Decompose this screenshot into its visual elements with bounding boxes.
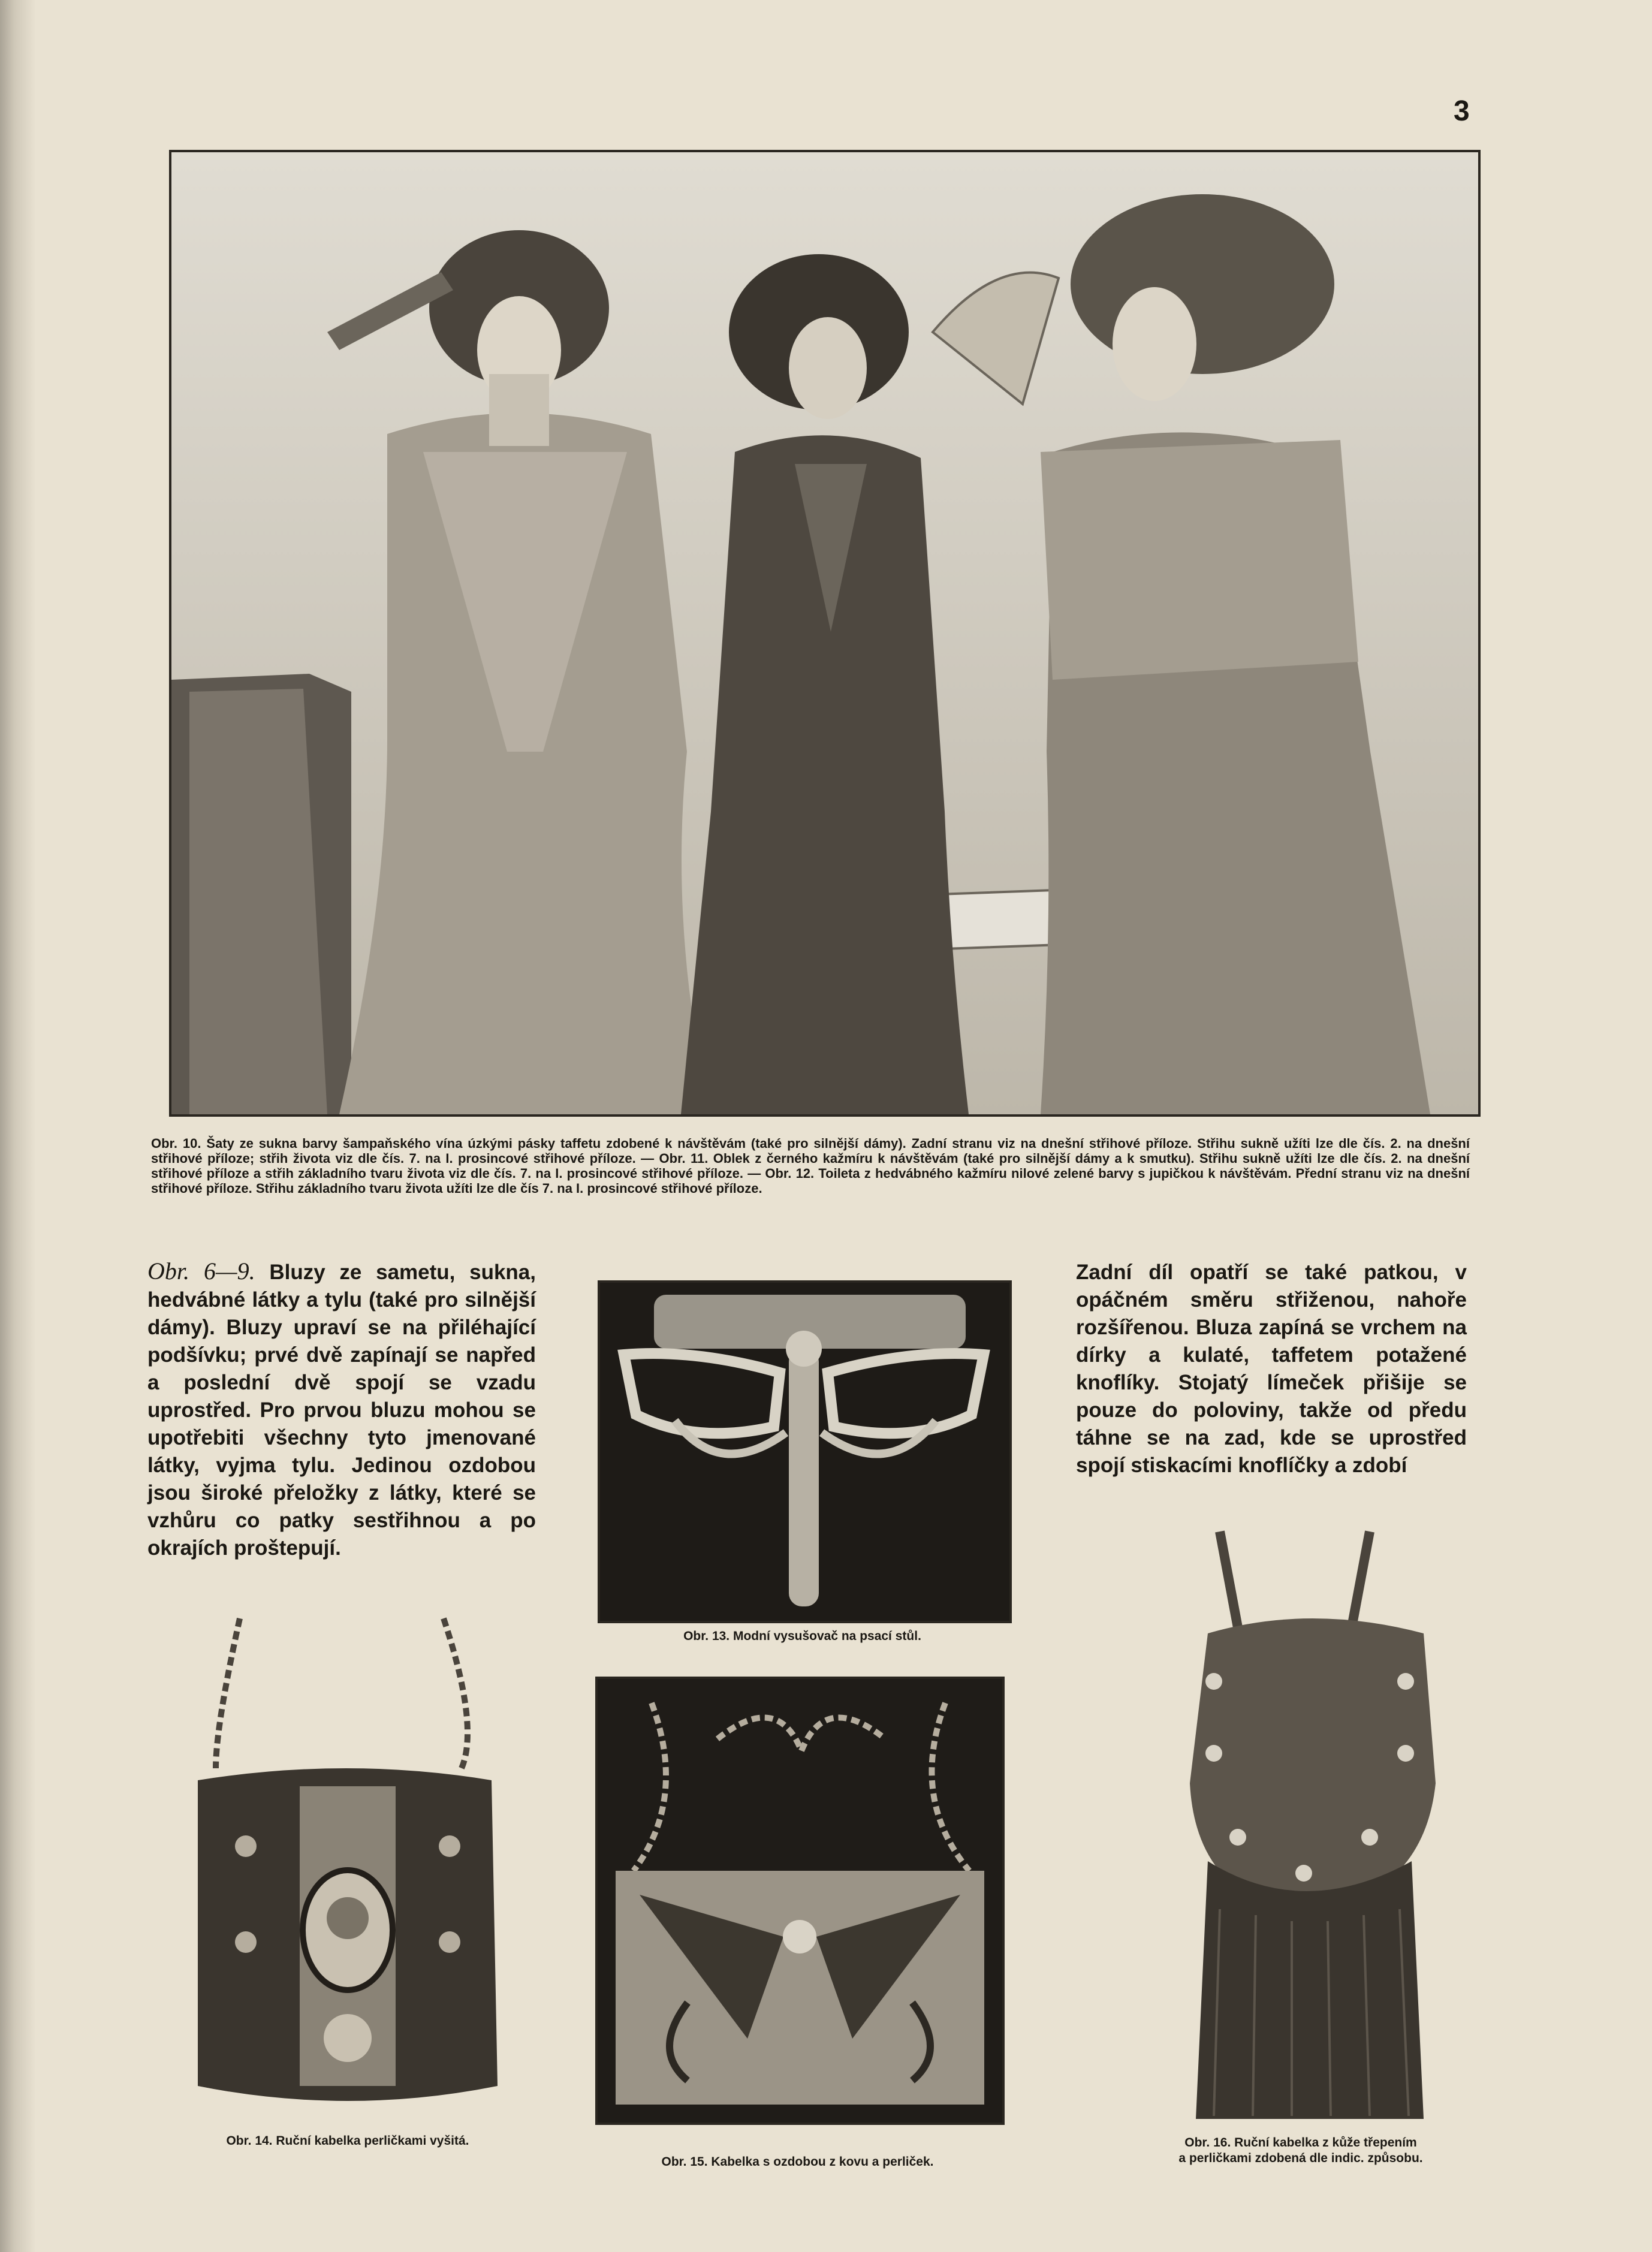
fashion-illustration [169, 150, 1481, 1117]
figure-16-caption-line-1: Obr. 16. Ruční kabelka z kůže třepením [1184, 2136, 1417, 2150]
figure-14-photo [180, 1606, 516, 2122]
left-text-column [147, 1258, 536, 1562]
left-body-text: Bluzy ze sametu, sukna, hedvábné látky a tylu (také pro silnější dámy). Bluzy upraví se na přiléhající podšívku; prvé dvě zapínají se napřed a poslední dvě spojí se vzadu uprostřed. Pro prvou bluzu mohou se upotřebiti všechny tyto jmenované látky, vyjma tylu. Jedinou ozdobou jsou široké přeložky z látky, které se vzhůru co patky sestřihnou a po okrajích proštepují. [147, 1261, 536, 1560]
page-number: 3 [1454, 95, 1470, 127]
right-body-text: Zadní díl opatří se také patkou, v opáčném směru střiženou, nahoře rozšířenou. Bluza zapíná se vrchem na dírky a kulaté, taffetem potažené knoflíky. Stojatý límeček přišije se pouze do poloviny, takže od předu táhne se na zad, kde se uprostřed spojí stiskacími knoflíčky a zdobí [1076, 1261, 1467, 1477]
figure-14-caption: Obr. 14. Ruční kabelka perličkami vyšitá. [226, 2134, 469, 2148]
left-figure-label: Obr. 6—9. [147, 1258, 255, 1285]
figure-16-caption [1127, 2135, 1475, 2166]
figure-15-caption: Obr. 15. Kabelka s ozdobou z kovu a perliček. [661, 2155, 934, 2169]
figure-13-caption: Obr. 13. Modní vysušovač na psací stůl. [683, 1629, 921, 1643]
figure-16-photo [1172, 1526, 1454, 2128]
figure-13-photo [598, 1280, 1012, 1623]
page-gutter-shadow [0, 0, 36, 2252]
main-figure-caption: Obr. 10. Šaty ze sukna barvy šampaňského vína úzkými pásky taffetu zdobené k návštěvám (také pro silnější dámy). Zadní stranu viz na dnešní střihové příloze. Střihu sukně užíti lze dle čís. 2. na dnešní střihové příloze; střih života viz dle čís. 7. na I. prosincové střihové příloze. — Obr. 11. Oblek z černého kažmíru k návštěvám (také pro silnější dámy a k smutku). Střihu sukně užíti lze dle čís. 2. na dnešní střihové příloze a střih základního tvaru života viz dle čís. 7. na I. prosincové střihové příloze. — Obr. 12. Toileta z hedvábného kažmíru nilové zelené barvy s jupičkou k návštěvám. Přední stranu viz na dnešní střihové příloze. Střihu základního tvaru života užíti lze dle čís 7. na I. prosincové střihové příloze. [151, 1136, 1470, 1196]
figure-16-caption-line-2: a perličkami zdobená dle indic. způsobu. [1178, 2151, 1423, 2165]
figure-15-photo [595, 1677, 1005, 2125]
